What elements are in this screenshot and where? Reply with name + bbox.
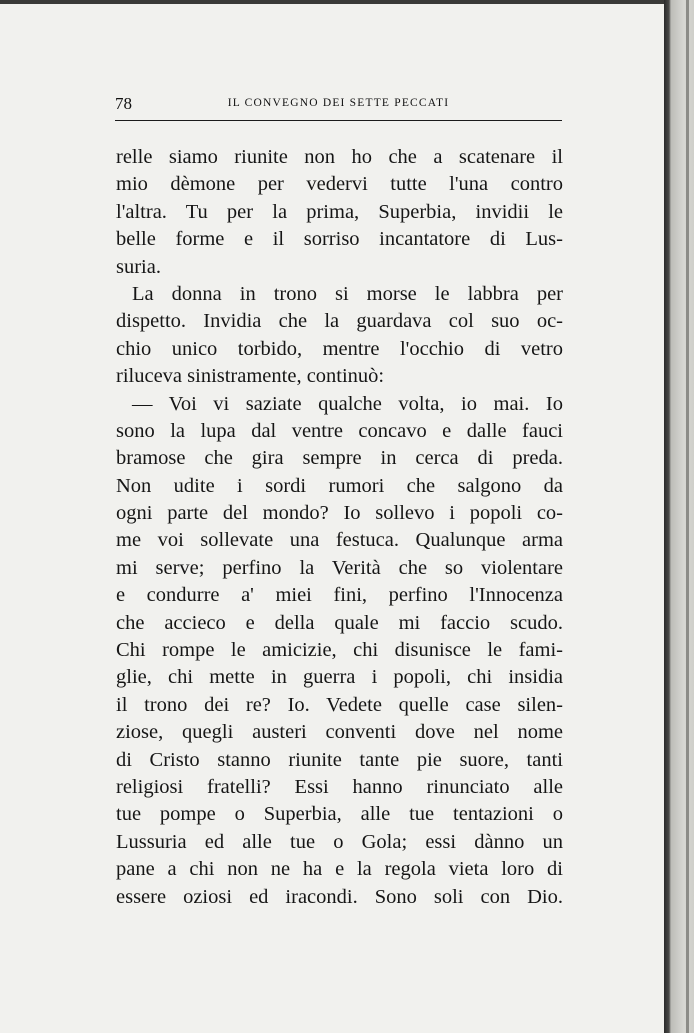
text-line: bramose che gira sempre in cerca di preda. [116, 447, 563, 470]
text-line: che accieco e della quale mi faccio scudo. [116, 611, 563, 634]
text-line: Lussuria ed alle tue o Gola; essi dànno un [116, 830, 563, 853]
page-number: 78 [115, 94, 132, 113]
text-line: mio dèmone per vedervi tutte l'una contro [116, 173, 563, 196]
text-line: — Voi vi saziate qualche volta, io mai. Io [132, 392, 563, 415]
running-title: IL CONVEGNO DEI SETTE PECCATI [227, 97, 450, 109]
text-line: riluceva sinistramente, continuò: [116, 365, 385, 388]
text-line: il trono dei re? Io. Vedete quelle case silen- [116, 693, 563, 716]
text-line: relle siamo riunite non ho che a scatenare il [116, 146, 563, 168]
book-spine-edge [664, 0, 694, 1033]
text-line: pane a chi non ne ha e la regola vieta loro di [116, 858, 563, 881]
text-line: ziose, quegli austeri conventi dove nel nome [116, 721, 563, 744]
text-line: sono la lupa dal ventre concavo e dalle fauci [116, 419, 563, 442]
text-line: me voi sollevate una festuca. Qualunque arma [116, 529, 563, 552]
text-line: Chi rompe le amicizie, chi disunisce le fami- [116, 639, 563, 662]
text-line: chio unico torbido, mentre l'occhio di vetro [116, 337, 563, 360]
text-line: l'altra. Tu per la prima, Superbia, invidii le [116, 200, 563, 223]
text-line: religiosi fratelli? Essi hanno rinunciato alle [116, 775, 563, 798]
text-line: e condurre a' miei fini, perfino l'Innocenza [116, 584, 563, 607]
text-line: mi serve; perfino la Verità che so violentare [116, 556, 563, 579]
text-line: di Cristo stanno riunite tante pie suore, tanti [116, 748, 563, 771]
text-line: ogni parte del mondo? Io sollevo i popoli co- [116, 502, 563, 525]
text-line: Non udite i sordi rumori che salgono da [116, 474, 563, 497]
running-header [115, 94, 562, 121]
body-text [116, 144, 563, 911]
text-line: tue pompe o Superbia, alle tue tentazioni o [116, 803, 563, 826]
text-line: glie, chi mette in guerra i popoli, chi insidia [116, 666, 563, 689]
text-line: belle forme e il sorriso incantatore di Lus- [116, 228, 563, 251]
text-line: La donna in trono si morse le labbra per [132, 282, 563, 305]
text-line: essere oziosi ed iracondi. Sono soli con Dio. [116, 885, 563, 908]
text-line: dispetto. Invidia che la guardava col suo oc- [116, 310, 563, 333]
text-line: suria. [116, 255, 161, 278]
